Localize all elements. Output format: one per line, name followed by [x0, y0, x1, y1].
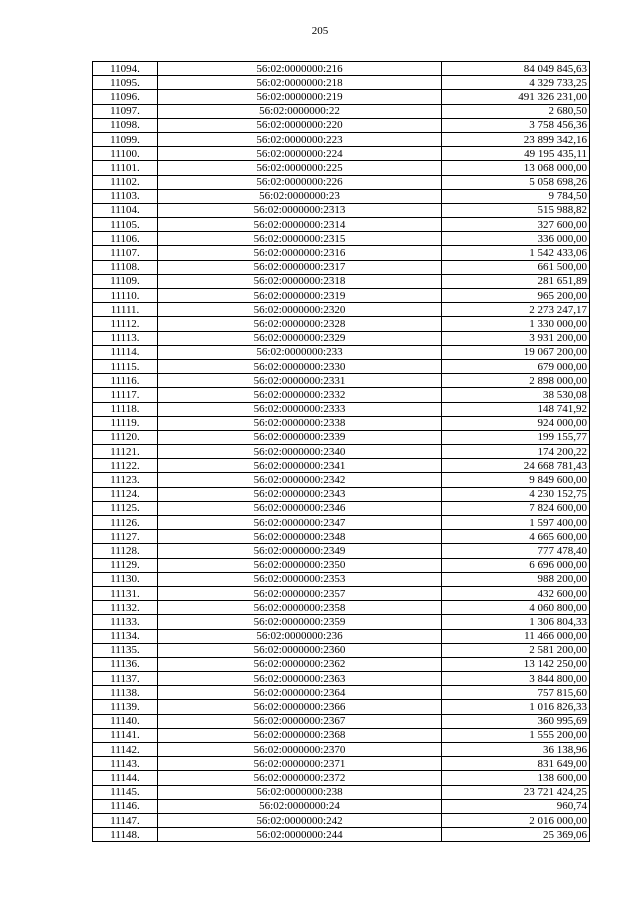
row-number-cell: 11094. [93, 62, 158, 76]
row-number-cell: 11100. [93, 147, 158, 161]
row-number-cell: 11138. [93, 686, 158, 700]
row-number-cell: 11114. [93, 345, 158, 359]
cadastral-value-cell: 24 668 781,43 [442, 459, 590, 473]
cadastral-value-cell: 9 784,50 [442, 189, 590, 203]
cadastral-value-cell: 679 000,00 [442, 359, 590, 373]
cadastral-value-cell: 13 142 250,00 [442, 657, 590, 671]
cadastral-number-cell: 56:02:0000000:2315 [158, 232, 442, 246]
table-row [93, 175, 590, 189]
cadastral-number-cell: 56:02:0000000:2342 [158, 473, 442, 487]
cadastral-number-cell: 56:02:0000000:2348 [158, 530, 442, 544]
cadastral-number-cell: 56:02:0000000:2329 [158, 331, 442, 345]
cadastral-number-cell: 56:02:0000000:2367 [158, 714, 442, 728]
row-number-cell: 11133. [93, 615, 158, 629]
row-number-cell: 11101. [93, 161, 158, 175]
row-number-cell: 11121. [93, 445, 158, 459]
row-number-cell: 11117. [93, 388, 158, 402]
cadastral-value-cell: 138 600,00 [442, 771, 590, 785]
table-row [93, 799, 590, 813]
row-number-cell: 11125. [93, 501, 158, 515]
cadastral-value-cell: 327 600,00 [442, 218, 590, 232]
cadastral-value-cell: 1 597 400,00 [442, 516, 590, 530]
row-number-cell: 11096. [93, 90, 158, 104]
cadastral-value-cell: 174 200,22 [442, 445, 590, 459]
cadastral-value-table [92, 61, 590, 842]
cadastral-value-cell: 491 326 231,00 [442, 90, 590, 104]
cadastral-number-cell: 56:02:0000000:2358 [158, 601, 442, 615]
cadastral-number-cell: 56:02:0000000:2338 [158, 416, 442, 430]
cadastral-number-cell: 56:02:0000000:2314 [158, 218, 442, 232]
cadastral-value-cell: 4 329 733,25 [442, 76, 590, 90]
cadastral-number-cell: 56:02:0000000:2353 [158, 572, 442, 586]
cadastral-number-cell: 56:02:0000000:242 [158, 813, 442, 827]
row-number-cell: 11122. [93, 459, 158, 473]
cadastral-number-cell: 56:02:0000000:2360 [158, 643, 442, 657]
table-row [93, 147, 590, 161]
cadastral-value-cell: 3 931 200,00 [442, 331, 590, 345]
cadastral-value-cell: 1 330 000,00 [442, 317, 590, 331]
row-number-cell: 11139. [93, 700, 158, 714]
row-number-cell: 11134. [93, 629, 158, 643]
cadastral-value-cell: 49 195 435,11 [442, 147, 590, 161]
table-row [93, 672, 590, 686]
cadastral-number-cell: 56:02:0000000:24 [158, 799, 442, 813]
table-row [93, 487, 590, 501]
cadastral-number-cell: 56:02:0000000:2317 [158, 260, 442, 274]
row-number-cell: 11135. [93, 643, 158, 657]
table-row [93, 657, 590, 671]
table-row [93, 785, 590, 799]
table-row [93, 260, 590, 274]
row-number-cell: 11146. [93, 799, 158, 813]
row-number-cell: 11099. [93, 132, 158, 146]
row-number-cell: 11145. [93, 785, 158, 799]
row-number-cell: 11120. [93, 430, 158, 444]
row-number-cell: 11109. [93, 274, 158, 288]
table-row [93, 813, 590, 827]
cadastral-value-cell: 1 555 200,00 [442, 728, 590, 742]
table-row [93, 686, 590, 700]
row-number-cell: 11137. [93, 672, 158, 686]
table-row [93, 743, 590, 757]
cadastral-number-cell: 56:02:0000000:2349 [158, 544, 442, 558]
row-number-cell: 11142. [93, 743, 158, 757]
row-number-cell: 11111. [93, 303, 158, 317]
table-row [93, 90, 590, 104]
table-row [93, 757, 590, 771]
page-number: 205 [311, 25, 329, 37]
cadastral-value-cell: 757 815,60 [442, 686, 590, 700]
table-row [93, 218, 590, 232]
cadastral-number-cell: 56:02:0000000:2368 [158, 728, 442, 742]
table-row [93, 572, 590, 586]
cadastral-number-cell: 56:02:0000000:218 [158, 76, 442, 90]
table-row [93, 118, 590, 132]
cadastral-value-cell: 38 530,08 [442, 388, 590, 402]
row-number-cell: 11132. [93, 601, 158, 615]
table-row [93, 828, 590, 842]
cadastral-number-cell: 56:02:0000000:219 [158, 90, 442, 104]
table-row [93, 700, 590, 714]
cadastral-number-cell: 56:02:0000000:2316 [158, 246, 442, 260]
table-row [93, 104, 590, 118]
table-row [93, 161, 590, 175]
cadastral-value-cell: 281 651,89 [442, 274, 590, 288]
cadastral-value-cell: 2 898 000,00 [442, 374, 590, 388]
cadastral-number-cell: 56:02:0000000:2318 [158, 274, 442, 288]
row-number-cell: 11095. [93, 76, 158, 90]
row-number-cell: 11106. [93, 232, 158, 246]
row-number-cell: 11147. [93, 813, 158, 827]
table-row [93, 402, 590, 416]
cadastral-value-cell: 1 542 433,06 [442, 246, 590, 260]
table-row [93, 189, 590, 203]
row-number-cell: 11119. [93, 416, 158, 430]
cadastral-value-cell: 25 369,06 [442, 828, 590, 842]
cadastral-number-cell: 56:02:0000000:2332 [158, 388, 442, 402]
cadastral-value-cell: 2 581 200,00 [442, 643, 590, 657]
cadastral-number-cell: 56:02:0000000:216 [158, 62, 442, 76]
table-row [93, 516, 590, 530]
row-number-cell: 11118. [93, 402, 158, 416]
cadastral-number-cell: 56:02:0000000:23 [158, 189, 442, 203]
table-row [93, 643, 590, 657]
row-number-cell: 11105. [93, 218, 158, 232]
table-row [93, 331, 590, 345]
table-row [93, 388, 590, 402]
table-row [93, 530, 590, 544]
cadastral-number-cell: 56:02:0000000:22 [158, 104, 442, 118]
cadastral-number-cell: 56:02:0000000:2343 [158, 487, 442, 501]
cadastral-number-cell: 56:02:0000000:224 [158, 147, 442, 161]
cadastral-value-cell: 4 060 800,00 [442, 601, 590, 615]
cadastral-number-cell: 56:02:0000000:2313 [158, 203, 442, 217]
cadastral-value-cell: 11 466 000,00 [442, 629, 590, 643]
row-number-cell: 11131. [93, 586, 158, 600]
table-row [93, 62, 590, 76]
cadastral-value-cell: 1 306 804,33 [442, 615, 590, 629]
table-row [93, 203, 590, 217]
cadastral-value-cell: 19 067 200,00 [442, 345, 590, 359]
cadastral-value-cell: 23 899 342,16 [442, 132, 590, 146]
table-row [93, 374, 590, 388]
row-number-cell: 11124. [93, 487, 158, 501]
table-row [93, 232, 590, 246]
cadastral-value-cell: 336 000,00 [442, 232, 590, 246]
table-row [93, 76, 590, 90]
cadastral-number-cell: 56:02:0000000:2363 [158, 672, 442, 686]
cadastral-number-cell: 56:02:0000000:225 [158, 161, 442, 175]
cadastral-number-cell: 56:02:0000000:2362 [158, 657, 442, 671]
row-number-cell: 11143. [93, 757, 158, 771]
cadastral-value-cell: 7 824 600,00 [442, 501, 590, 515]
cadastral-number-cell: 56:02:0000000:2333 [158, 402, 442, 416]
table-row [93, 615, 590, 629]
table-row [93, 771, 590, 785]
cadastral-value-cell: 4 230 152,75 [442, 487, 590, 501]
table-row [93, 601, 590, 615]
row-number-cell: 11098. [93, 118, 158, 132]
cadastral-value-cell: 6 696 000,00 [442, 558, 590, 572]
cadastral-number-cell: 56:02:0000000:226 [158, 175, 442, 189]
table-row [93, 501, 590, 515]
cadastral-value-cell: 199 155,77 [442, 430, 590, 444]
cadastral-number-cell: 56:02:0000000:244 [158, 828, 442, 842]
cadastral-number-cell: 56:02:0000000:2370 [158, 743, 442, 757]
cadastral-value-cell: 2 273 247,17 [442, 303, 590, 317]
cadastral-number-cell: 56:02:0000000:2331 [158, 374, 442, 388]
cadastral-value-cell: 432 600,00 [442, 586, 590, 600]
cadastral-number-cell: 56:02:0000000:2366 [158, 700, 442, 714]
cadastral-number-cell: 56:02:0000000:223 [158, 132, 442, 146]
row-number-cell: 11140. [93, 714, 158, 728]
table-row [93, 629, 590, 643]
cadastral-number-cell: 56:02:0000000:2372 [158, 771, 442, 785]
cadastral-value-cell: 13 068 000,00 [442, 161, 590, 175]
row-number-cell: 11127. [93, 530, 158, 544]
cadastral-value-cell: 148 741,92 [442, 402, 590, 416]
cadastral-value-cell: 5 058 698,26 [442, 175, 590, 189]
row-number-cell: 11144. [93, 771, 158, 785]
row-number-cell: 11123. [93, 473, 158, 487]
cadastral-value-cell: 777 478,40 [442, 544, 590, 558]
row-number-cell: 11130. [93, 572, 158, 586]
row-number-cell: 11102. [93, 175, 158, 189]
cadastral-value-cell: 515 988,82 [442, 203, 590, 217]
cadastral-number-cell: 56:02:0000000:2371 [158, 757, 442, 771]
table-row [93, 289, 590, 303]
row-number-cell: 11136. [93, 657, 158, 671]
cadastral-value-cell: 3 844 800,00 [442, 672, 590, 686]
cadastral-number-cell: 56:02:0000000:220 [158, 118, 442, 132]
cadastral-value-cell: 3 758 456,36 [442, 118, 590, 132]
cadastral-value-cell: 9 849 600,00 [442, 473, 590, 487]
table-row [93, 445, 590, 459]
row-number-cell: 11112. [93, 317, 158, 331]
table-body [93, 62, 590, 842]
cadastral-value-cell: 2 016 000,00 [442, 813, 590, 827]
table-row [93, 558, 590, 572]
cadastral-value-cell: 924 000,00 [442, 416, 590, 430]
cadastral-value-cell: 960,74 [442, 799, 590, 813]
row-number-cell: 11115. [93, 359, 158, 373]
row-number-cell: 11141. [93, 728, 158, 742]
cadastral-number-cell: 56:02:0000000:2364 [158, 686, 442, 700]
row-number-cell: 11113. [93, 331, 158, 345]
cadastral-number-cell: 56:02:0000000:2330 [158, 359, 442, 373]
row-number-cell: 11129. [93, 558, 158, 572]
table-row [93, 416, 590, 430]
cadastral-number-cell: 56:02:0000000:2357 [158, 586, 442, 600]
row-number-cell: 11108. [93, 260, 158, 274]
cadastral-value-cell: 360 995,69 [442, 714, 590, 728]
table-row [93, 359, 590, 373]
table-row [93, 274, 590, 288]
table-row [93, 345, 590, 359]
table-row [93, 303, 590, 317]
cadastral-number-cell: 56:02:0000000:233 [158, 345, 442, 359]
cadastral-value-cell: 84 049 845,63 [442, 62, 590, 76]
cadastral-value-cell: 36 138,96 [442, 743, 590, 757]
cadastral-number-cell: 56:02:0000000:2340 [158, 445, 442, 459]
row-number-cell: 11128. [93, 544, 158, 558]
cadastral-value-cell: 23 721 424,25 [442, 785, 590, 799]
table-row [93, 728, 590, 742]
cadastral-number-cell: 56:02:0000000:236 [158, 629, 442, 643]
table-row [93, 459, 590, 473]
cadastral-number-cell: 56:02:0000000:2328 [158, 317, 442, 331]
row-number-cell: 11116. [93, 374, 158, 388]
table-row [93, 586, 590, 600]
cadastral-number-cell: 56:02:0000000:2346 [158, 501, 442, 515]
cadastral-number-cell: 56:02:0000000:2341 [158, 459, 442, 473]
cadastral-number-cell: 56:02:0000000:2359 [158, 615, 442, 629]
row-number-cell: 11110. [93, 289, 158, 303]
row-number-cell: 11148. [93, 828, 158, 842]
table-row [93, 544, 590, 558]
table-row [93, 473, 590, 487]
table-row [93, 132, 590, 146]
table-row [93, 317, 590, 331]
cadastral-number-cell: 56:02:0000000:2350 [158, 558, 442, 572]
row-number-cell: 11126. [93, 516, 158, 530]
row-number-cell: 11103. [93, 189, 158, 203]
cadastral-value-cell: 4 665 600,00 [442, 530, 590, 544]
cadastral-value-cell: 965 200,00 [442, 289, 590, 303]
cadastral-value-cell: 831 649,00 [442, 757, 590, 771]
table-row [93, 246, 590, 260]
cadastral-value-cell: 2 680,50 [442, 104, 590, 118]
cadastral-value-cell: 661 500,00 [442, 260, 590, 274]
row-number-cell: 11107. [93, 246, 158, 260]
cadastral-number-cell: 56:02:0000000:2339 [158, 430, 442, 444]
cadastral-number-cell: 56:02:0000000:2320 [158, 303, 442, 317]
cadastral-value-cell: 1 016 826,33 [442, 700, 590, 714]
cadastral-number-cell: 56:02:0000000:238 [158, 785, 442, 799]
table-row [93, 714, 590, 728]
cadastral-value-cell: 988 200,00 [442, 572, 590, 586]
row-number-cell: 11104. [93, 203, 158, 217]
cadastral-number-cell: 56:02:0000000:2347 [158, 516, 442, 530]
row-number-cell: 11097. [93, 104, 158, 118]
cadastral-number-cell: 56:02:0000000:2319 [158, 289, 442, 303]
table-row [93, 430, 590, 444]
